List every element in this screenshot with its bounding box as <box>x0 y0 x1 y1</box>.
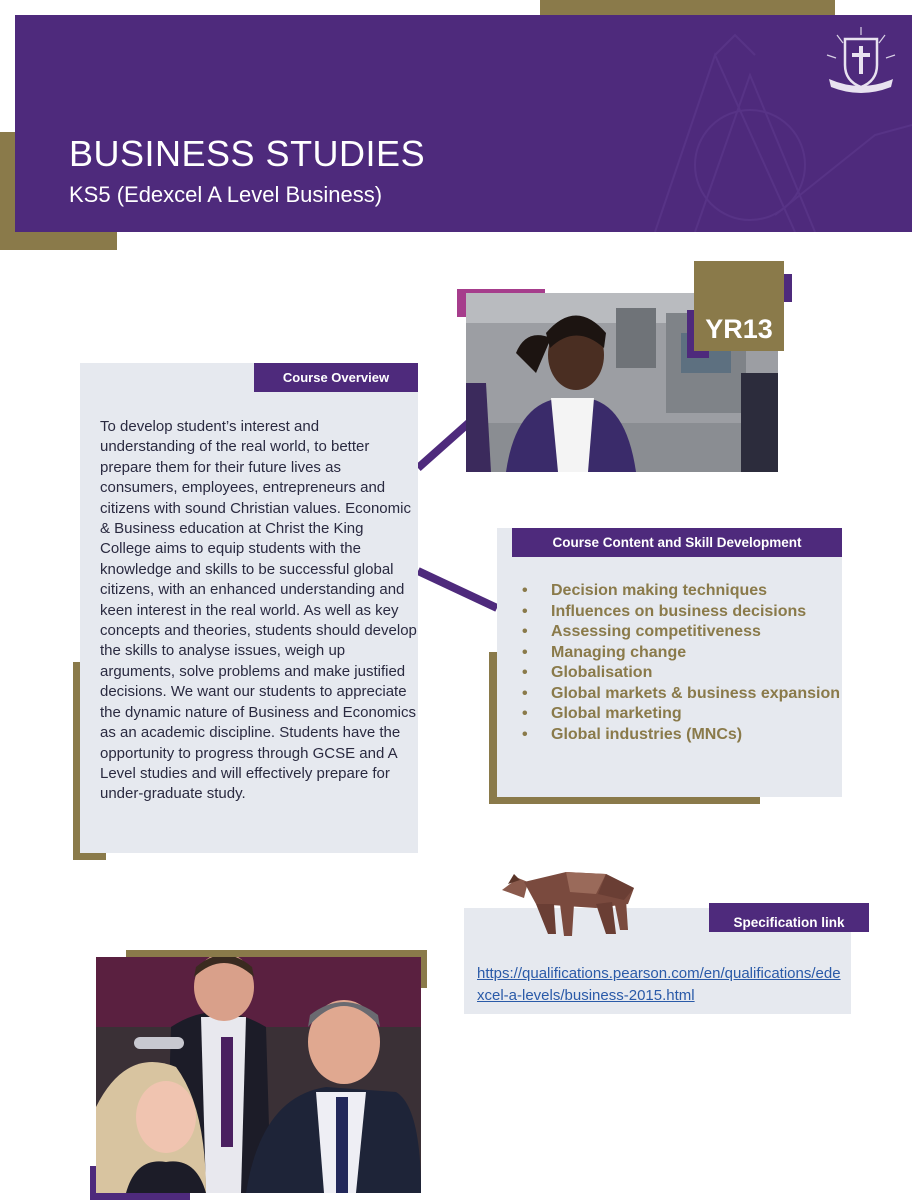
list-item: • Influences on business decisions <box>520 602 840 623</box>
page-subtitle: KS5 (Edexcel A Level Business) <box>69 182 383 207</box>
specification-link[interactable]: https://qualifications.pearson.com/en/qualifications/edexcel-a-levels/business-2015.html <box>477 965 841 1004</box>
overview-text: To develop student’s interest and understanding of the real world, to better prepare them for their future lives as consumers, employees, entrepreneurs and citizens with sound Christian values. Economic & Business education at Christ the King College aims to equip students with the knowledge and skills to be successful global citizens, with an enhanced understanding and keen interest in the real world. As well as key concepts and theories, students should develop the skills to analyse issues, weigh up arguments, solve problems and make justified decisions. We want our students to appreciate the dynamic nature of Business and Economics as an academic discipline. Students have the opportunity to progress through GCSE and A Level studies and will effectively prepare for under-graduate study. <box>100 418 417 803</box>
list-item: • Managing change <box>520 643 840 664</box>
header-accent-bar <box>540 0 835 15</box>
page-title: BUSINESS STUDIES <box>69 133 426 174</box>
list-item: • Globalisation <box>520 663 840 684</box>
year-badge: YR13 <box>694 261 784 351</box>
school-crest-icon <box>823 25 899 99</box>
list-item: • Global industries (MNCs) <box>520 725 840 746</box>
list-item: • Assessing competitiveness <box>520 622 840 643</box>
course-content-list <box>520 581 840 745</box>
origami-bear-icon <box>496 864 642 942</box>
staff-students-photo <box>96 957 421 1193</box>
list-item: • Global markets & business expansion <box>520 684 840 705</box>
course-content-heading: Course Content and Skill Development <box>512 528 842 557</box>
specification-heading: Specification link <box>709 903 869 932</box>
overview-heading: Course Overview <box>254 363 418 392</box>
list-item: • Global marketing <box>520 704 840 725</box>
list-item: • Decision making techniques <box>520 581 840 602</box>
